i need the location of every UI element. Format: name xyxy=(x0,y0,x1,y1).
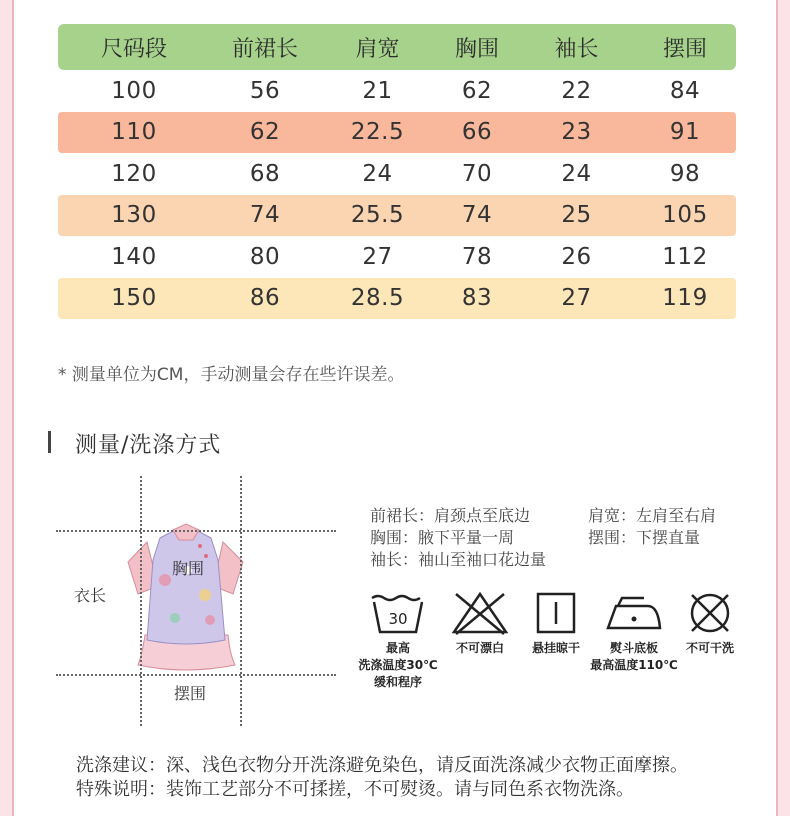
no-dry-clean-icon xyxy=(680,590,740,636)
care-item-wash xyxy=(350,590,446,691)
table-row xyxy=(58,278,736,320)
table-cell: 22 xyxy=(561,77,592,104)
table-cell: 98 xyxy=(669,160,701,187)
table-cell: 23 xyxy=(561,119,592,146)
table-cell: 26 xyxy=(561,243,592,270)
table-cell: 105 xyxy=(662,202,708,229)
table-cell: 62 xyxy=(249,119,281,146)
header-sleeve: 袖长 xyxy=(554,36,599,62)
wash-advice: 洗涤建议：深、浅色衣物分开洗涤避免染色，请反面洗涤减少衣物正面摩擦。 xyxy=(76,755,688,776)
header-hem: 摆围 xyxy=(662,36,707,62)
table-cell: 21 xyxy=(362,77,393,104)
table-row xyxy=(58,153,736,195)
table-cell: 83 xyxy=(461,285,493,312)
chest-label: 胸围 xyxy=(172,559,205,578)
table-row xyxy=(58,236,736,278)
header-shoulder: 肩宽 xyxy=(355,36,400,62)
left-frame xyxy=(0,0,14,816)
measurement-diagram xyxy=(50,470,340,730)
table-cell: 84 xyxy=(669,77,701,104)
header-front-length: 前裙长 xyxy=(231,36,298,62)
table-cell: 74 xyxy=(249,202,281,229)
header-size: 尺码段 xyxy=(100,36,167,62)
section-marker xyxy=(48,431,51,453)
care-label: 洗涤温度30℃ xyxy=(358,658,438,672)
table-cell: 80 xyxy=(249,243,281,270)
table-cell: 150 xyxy=(111,285,157,312)
table-cell: 130 xyxy=(111,202,157,229)
special-note: 特殊说明：装饰工艺部分不可揉搓，不可熨烫。请与同色系衣物洗涤。 xyxy=(76,779,634,800)
table-cell: 119 xyxy=(662,285,708,312)
table-cell: 25 xyxy=(561,202,592,229)
size-table xyxy=(58,24,736,319)
desc-chest: 胸围：腋下平量一周 xyxy=(370,528,515,547)
table-cell: 140 xyxy=(111,243,157,270)
table-cell: 27 xyxy=(362,243,393,270)
length-label: 衣长 xyxy=(74,586,107,605)
hang-dry-icon xyxy=(526,590,586,636)
no-bleach-icon xyxy=(450,590,510,636)
care-item-dry xyxy=(522,590,590,657)
care-item-dry-clean xyxy=(676,590,744,657)
table-cell: 28.5 xyxy=(350,285,405,312)
table-cell: 86 xyxy=(249,285,281,312)
desc-sleeve: 袖长：袖山至袖口花边量 xyxy=(370,550,547,569)
care-label: 悬挂晾干 xyxy=(531,641,580,655)
table-cell: 100 xyxy=(111,77,157,104)
table-cell: 27 xyxy=(561,285,592,312)
guide-line-right xyxy=(240,476,242,726)
care-label: 不可干洗 xyxy=(685,641,734,655)
care-item-bleach xyxy=(446,590,514,657)
table-cell: 56 xyxy=(249,77,281,104)
guide-line-bottom xyxy=(56,674,336,676)
table-header xyxy=(58,24,736,70)
care-label: 缓和程序 xyxy=(373,675,422,689)
table-row xyxy=(58,70,736,112)
right-frame xyxy=(776,0,790,816)
table-row xyxy=(58,195,736,237)
measurement-note: * 测量单位为CM，手动测量会存在些许误差。 xyxy=(58,365,405,385)
table-cell: 62 xyxy=(461,77,493,104)
header-chest: 胸围 xyxy=(454,36,499,62)
table-cell: 68 xyxy=(249,160,281,187)
table-cell: 78 xyxy=(461,243,493,270)
desc-front-length: 前裙长：肩颈点至底边 xyxy=(370,506,531,525)
care-label: 最高温度110℃ xyxy=(590,658,678,672)
svg-text:30: 30 xyxy=(388,610,408,628)
table-cell: 110 xyxy=(111,119,157,146)
table-cell: 22.5 xyxy=(350,119,405,146)
table-cell: 120 xyxy=(111,160,157,187)
section-title: 测量/洗涤方式 xyxy=(75,433,222,458)
table-cell: 24 xyxy=(362,160,393,187)
care-item-iron xyxy=(586,590,682,674)
table-cell: 70 xyxy=(461,160,493,187)
desc-hem: 摆围：下摆直量 xyxy=(588,528,701,547)
table-cell: 112 xyxy=(662,243,708,270)
table-row xyxy=(58,112,736,154)
hem-label: 摆围 xyxy=(174,684,207,703)
care-label: 不可漂白 xyxy=(455,641,504,655)
table-cell: 25.5 xyxy=(350,202,405,229)
table-cell: 91 xyxy=(669,119,701,146)
desc-shoulder: 肩宽：左肩至右肩 xyxy=(588,506,717,525)
iron-icon xyxy=(602,590,666,636)
care-label: 熨斗底板 xyxy=(609,641,658,655)
guide-line-left xyxy=(140,476,142,726)
table-cell: 74 xyxy=(461,202,493,229)
table-cell: 66 xyxy=(461,119,493,146)
table-cell: 24 xyxy=(561,160,592,187)
care-label: 最高 xyxy=(385,641,410,655)
wash-30-icon xyxy=(368,590,428,636)
guide-line-top xyxy=(56,530,336,532)
